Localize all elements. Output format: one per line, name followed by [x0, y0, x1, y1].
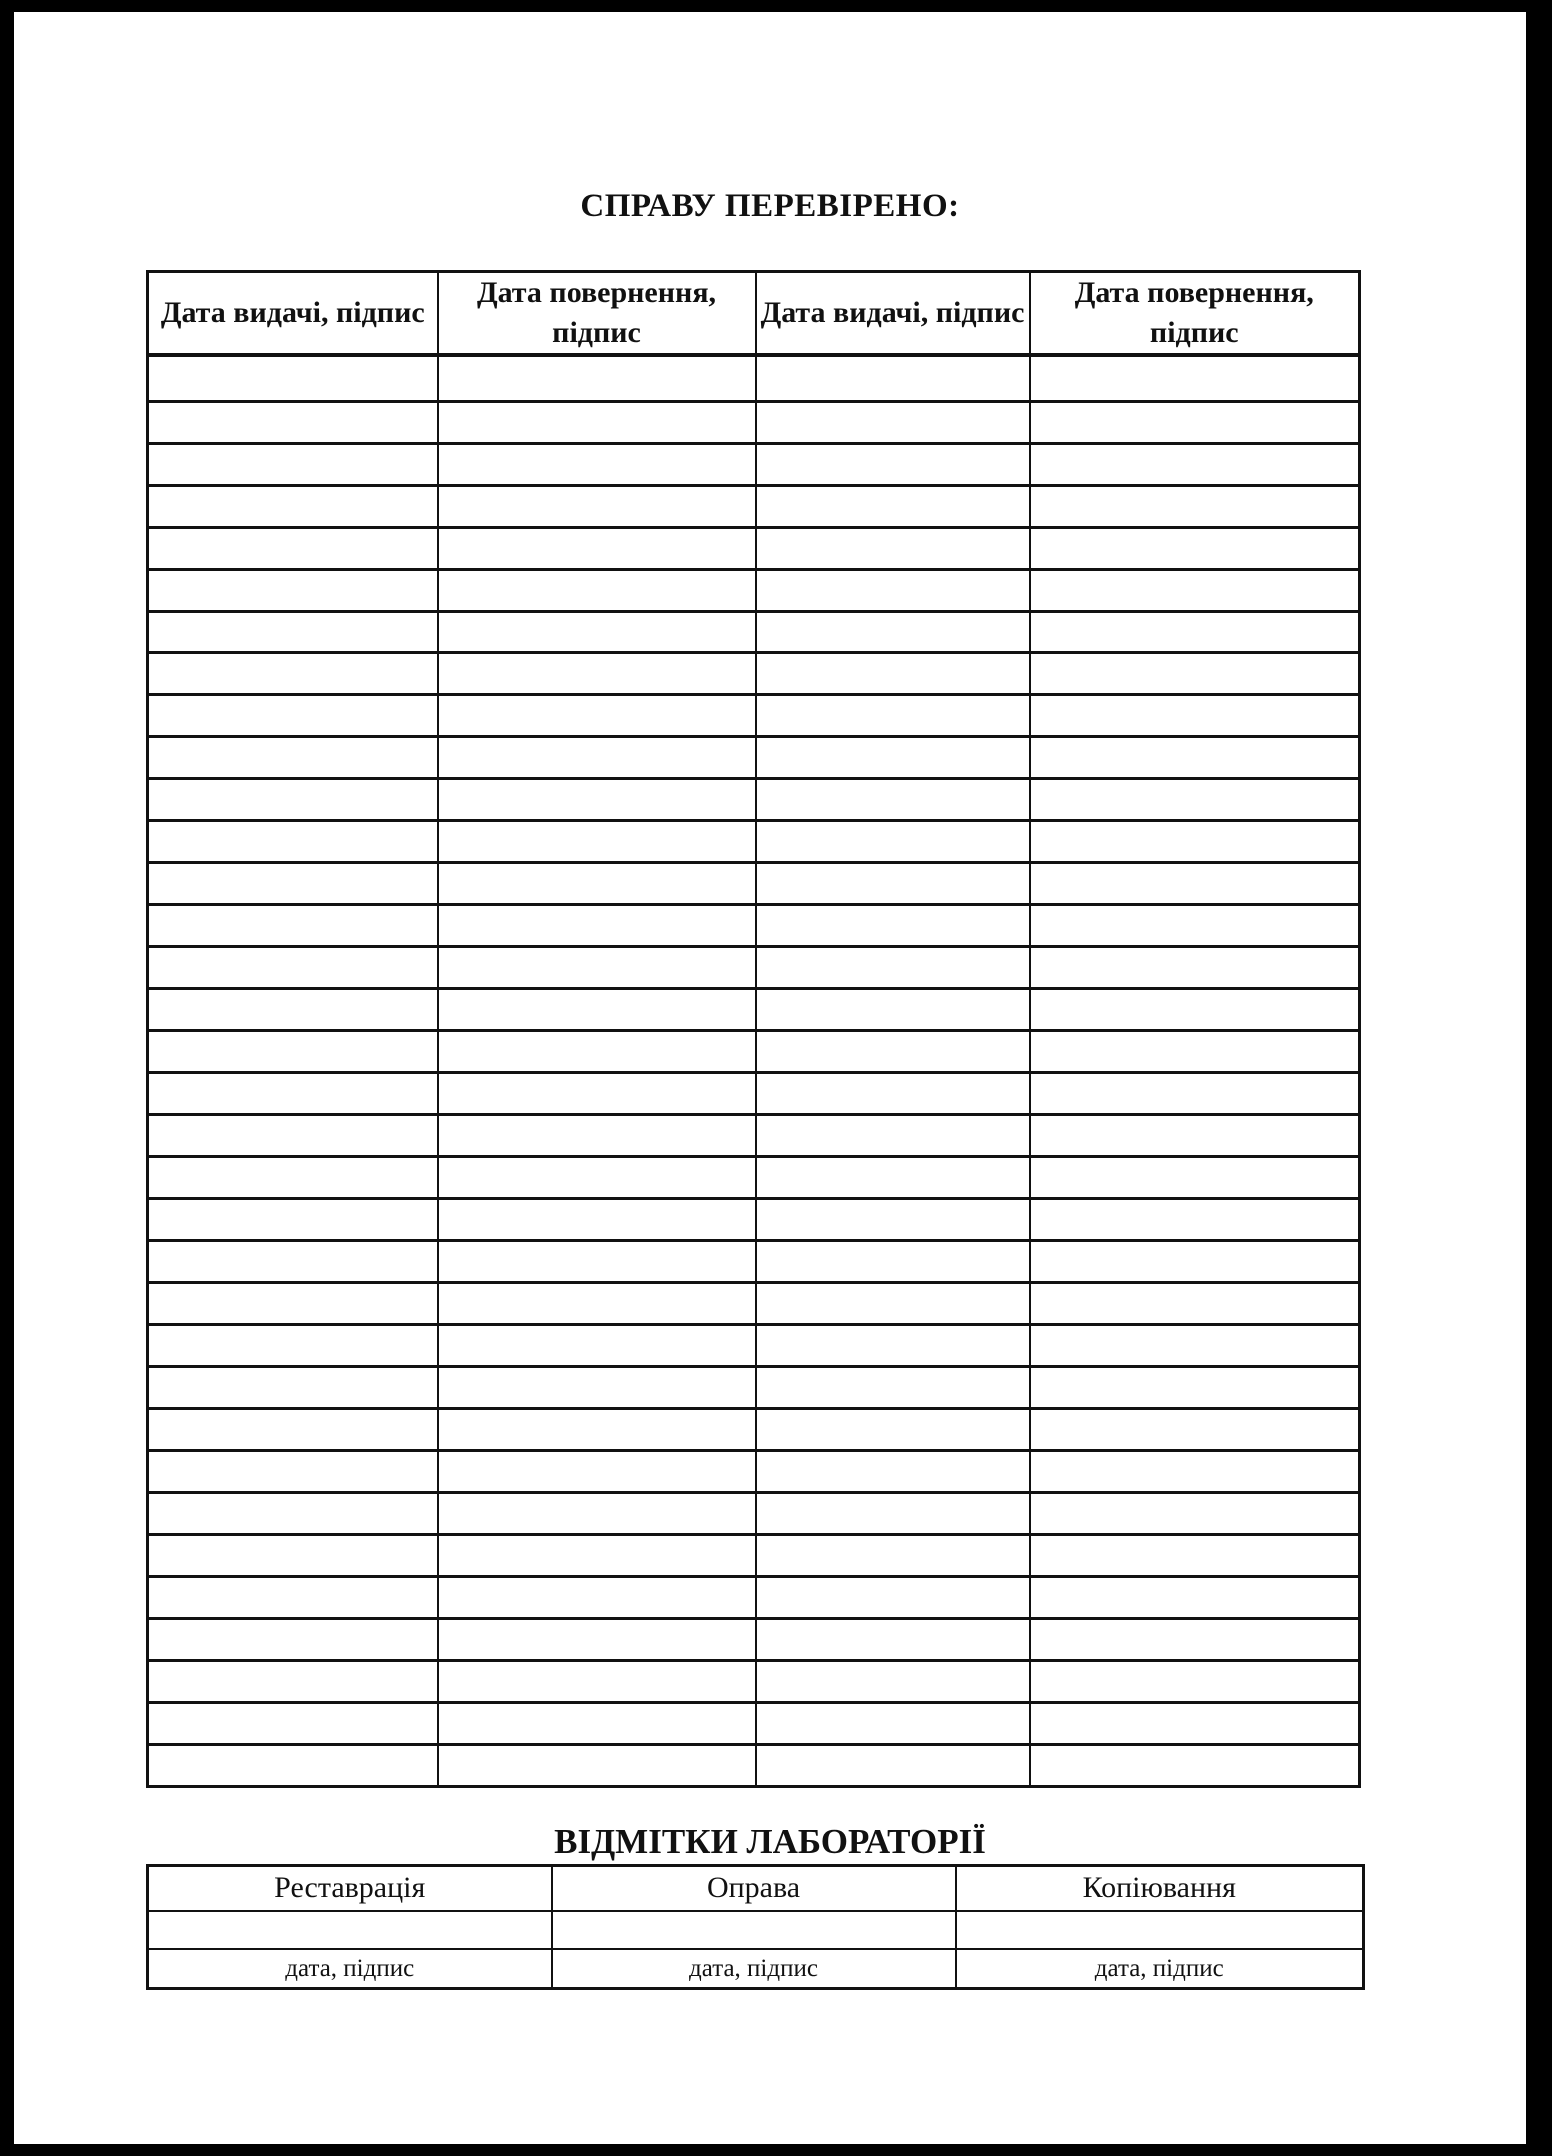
table-cell: [1030, 1492, 1360, 1534]
table-cell: [148, 989, 438, 1031]
table-cell: [438, 1618, 756, 1660]
table-cell: [1030, 1450, 1360, 1492]
table-cell: [1030, 1618, 1360, 1660]
checks-table: [146, 270, 1361, 1788]
table-cell: [756, 1744, 1030, 1786]
table-cell: [438, 905, 756, 947]
table-row: [148, 905, 1360, 947]
table-row: [148, 527, 1360, 569]
table-cell: [1030, 1115, 1360, 1157]
table-cell: [438, 355, 756, 401]
table-cell: [438, 1576, 756, 1618]
table-row: [148, 779, 1360, 821]
table-row: [148, 821, 1360, 863]
table-cell: [438, 1744, 756, 1786]
table-cell: [438, 1492, 756, 1534]
table-row: [148, 1618, 1360, 1660]
table-cell: [1030, 1366, 1360, 1408]
table-cell: [756, 947, 1030, 989]
table-cell: [1030, 355, 1360, 401]
table-row: [148, 947, 1360, 989]
table-cell: [1030, 611, 1360, 653]
table-row: [148, 1660, 1360, 1702]
table-cell: [438, 1073, 756, 1115]
table-cell: [148, 1324, 438, 1366]
table-cell: [1030, 527, 1360, 569]
header-return-date-1: Дата повернення, підпис: [438, 272, 756, 356]
table-cell: [1030, 863, 1360, 905]
table-cell: [1030, 779, 1360, 821]
lab-signature-restoration: дата, підпис: [148, 1949, 552, 1988]
table-cell: [148, 821, 438, 863]
table-cell: [756, 1450, 1030, 1492]
table-cell: [148, 1576, 438, 1618]
lab-header-restoration: Реставрація: [148, 1866, 552, 1911]
table-cell: [148, 653, 438, 695]
table-cell: [1030, 1534, 1360, 1576]
table-cell: [148, 905, 438, 947]
lab-header-row: [148, 1866, 1364, 1911]
table-cell: [148, 355, 438, 401]
table-cell: [756, 1660, 1030, 1702]
lab-header-binding: Оправа: [552, 1866, 956, 1911]
table-row: [148, 611, 1360, 653]
lab-blank-row: [148, 1911, 1364, 1950]
table-cell: [148, 527, 438, 569]
table-cell: [148, 1199, 438, 1241]
table-row: [148, 1366, 1360, 1408]
table-row: [148, 1115, 1360, 1157]
table-cell: [756, 1366, 1030, 1408]
table-cell: [438, 401, 756, 443]
table-row: [148, 1031, 1360, 1073]
table-cell: [756, 1492, 1030, 1534]
table-row: [148, 653, 1360, 695]
table-cell: [756, 779, 1030, 821]
table-cell: [1030, 1241, 1360, 1283]
lab-blank-cell: [956, 1911, 1364, 1950]
table-cell: [148, 1031, 438, 1073]
table-cell: [438, 611, 756, 653]
table-row: [148, 1241, 1360, 1283]
checks-table-body: [148, 355, 1360, 1787]
table-cell: [1030, 989, 1360, 1031]
table-cell: [438, 1534, 756, 1576]
table-row: [148, 1408, 1360, 1450]
table-cell: [438, 863, 756, 905]
table-cell: [438, 1031, 756, 1073]
table-row: [148, 989, 1360, 1031]
table-cell: [1030, 1324, 1360, 1366]
header-issue-date-1: Дата видачі, підпис: [148, 272, 438, 356]
table-cell: [438, 485, 756, 527]
table-cell: [438, 779, 756, 821]
table-cell: [148, 1660, 438, 1702]
table-row: [148, 863, 1360, 905]
table-row: [148, 737, 1360, 779]
table-cell: [438, 1283, 756, 1325]
table-cell: [148, 947, 438, 989]
table-cell: [756, 1618, 1030, 1660]
table-cell: [148, 1115, 438, 1157]
table-cell: [438, 653, 756, 695]
table-cell: [756, 1283, 1030, 1325]
table-row: [148, 1283, 1360, 1325]
table-cell: [438, 821, 756, 863]
document-page: [14, 12, 1526, 2144]
table-cell: [148, 1492, 438, 1534]
table-cell: [756, 485, 1030, 527]
table-cell: [438, 989, 756, 1031]
table-cell: [1030, 1702, 1360, 1744]
table-cell: [756, 653, 1030, 695]
table-cell: [148, 485, 438, 527]
table-cell: [1030, 1073, 1360, 1115]
table-cell: [756, 611, 1030, 653]
table-cell: [756, 1199, 1030, 1241]
table-cell: [756, 1031, 1030, 1073]
table-row: [148, 695, 1360, 737]
table-cell: [756, 569, 1030, 611]
table-cell: [1030, 569, 1360, 611]
lab-blank-cell: [552, 1911, 956, 1950]
table-cell: [148, 1283, 438, 1325]
table-cell: [756, 1115, 1030, 1157]
table-cell: [756, 1324, 1030, 1366]
table-row: [148, 1576, 1360, 1618]
table-cell: [438, 947, 756, 989]
table-cell: [756, 905, 1030, 947]
lab-signature-row: [148, 1949, 1364, 1988]
table-row: [148, 401, 1360, 443]
table-row: [148, 1157, 1360, 1199]
table-cell: [756, 821, 1030, 863]
table-row: [148, 1073, 1360, 1115]
lab-header-copying: Копіювання: [956, 1866, 1364, 1911]
table-cell: [756, 527, 1030, 569]
table-cell: [148, 1534, 438, 1576]
table-cell: [148, 401, 438, 443]
table-cell: [438, 1324, 756, 1366]
table-cell: [1030, 1157, 1360, 1199]
table-cell: [756, 1241, 1030, 1283]
table-cell: [148, 695, 438, 737]
table-cell: [1030, 1283, 1360, 1325]
table-cell: [756, 1157, 1030, 1199]
table-cell: [1030, 401, 1360, 443]
table-cell: [438, 1157, 756, 1199]
table-cell: [438, 443, 756, 485]
header-issue-date-2: Дата видачі, підпис: [756, 272, 1030, 356]
lab-blank-cell: [148, 1911, 552, 1950]
table-cell: [148, 863, 438, 905]
table-cell: [1030, 1744, 1360, 1786]
table-row: [148, 1534, 1360, 1576]
table-row: [148, 443, 1360, 485]
table-row: [148, 1744, 1360, 1786]
table-cell: [756, 401, 1030, 443]
lab-signature-copying: дата, підпис: [956, 1949, 1364, 1988]
table-cell: [148, 1744, 438, 1786]
table-cell: [438, 1408, 756, 1450]
table-cell: [756, 695, 1030, 737]
table-cell: [756, 989, 1030, 1031]
table-cell: [756, 1408, 1030, 1450]
table-cell: [438, 695, 756, 737]
table-cell: [1030, 737, 1360, 779]
table-cell: [1030, 1576, 1360, 1618]
table-row: [148, 569, 1360, 611]
table-cell: [438, 527, 756, 569]
checks-header-row: [148, 272, 1360, 356]
table-cell: [756, 355, 1030, 401]
table-cell: [1030, 947, 1360, 989]
table-cell: [148, 737, 438, 779]
table-cell: [438, 1366, 756, 1408]
table-cell: [438, 1450, 756, 1492]
table-cell: [148, 443, 438, 485]
table-cell: [148, 1702, 438, 1744]
table-cell: [148, 1408, 438, 1450]
table-cell: [148, 1073, 438, 1115]
table-cell: [438, 569, 756, 611]
table-cell: [756, 737, 1030, 779]
table-cell: [148, 1366, 438, 1408]
table-row: [148, 1324, 1360, 1366]
table-row: [148, 1492, 1360, 1534]
table-cell: [148, 1157, 438, 1199]
table-cell: [148, 569, 438, 611]
table-cell: [756, 1073, 1030, 1115]
table-cell: [1030, 1199, 1360, 1241]
table-cell: [1030, 485, 1360, 527]
table-cell: [756, 1576, 1030, 1618]
table-cell: [1030, 905, 1360, 947]
table-cell: [148, 1450, 438, 1492]
table-cell: [148, 779, 438, 821]
table-row: [148, 355, 1360, 401]
table-row: [148, 1702, 1360, 1744]
table-cell: [1030, 1408, 1360, 1450]
table-cell: [438, 737, 756, 779]
header-return-date-2: Дата повернення, підпис: [1030, 272, 1360, 356]
lab-title: ВІДМІТКИ ЛАБОРАТОРІЇ: [554, 1822, 986, 1861]
table-cell: [1030, 821, 1360, 863]
table-cell: [756, 1702, 1030, 1744]
table-cell: [756, 863, 1030, 905]
table-cell: [438, 1241, 756, 1283]
table-cell: [148, 1241, 438, 1283]
page-title: СПРАВУ ПЕРЕВІРЕНО:: [580, 188, 960, 224]
table-cell: [438, 1702, 756, 1744]
table-row: [148, 1199, 1360, 1241]
table-cell: [438, 1660, 756, 1702]
table-cell: [756, 1534, 1030, 1576]
table-row: [148, 485, 1360, 527]
table-cell: [1030, 443, 1360, 485]
lab-table: [146, 1864, 1365, 1990]
table-cell: [438, 1115, 756, 1157]
table-cell: [148, 1618, 438, 1660]
table-cell: [1030, 695, 1360, 737]
table-row: [148, 1450, 1360, 1492]
table-cell: [148, 611, 438, 653]
table-cell: [756, 443, 1030, 485]
table-cell: [438, 1199, 756, 1241]
table-cell: [1030, 653, 1360, 695]
lab-signature-binding: дата, підпис: [552, 1949, 956, 1988]
table-cell: [1030, 1660, 1360, 1702]
table-cell: [1030, 1031, 1360, 1073]
